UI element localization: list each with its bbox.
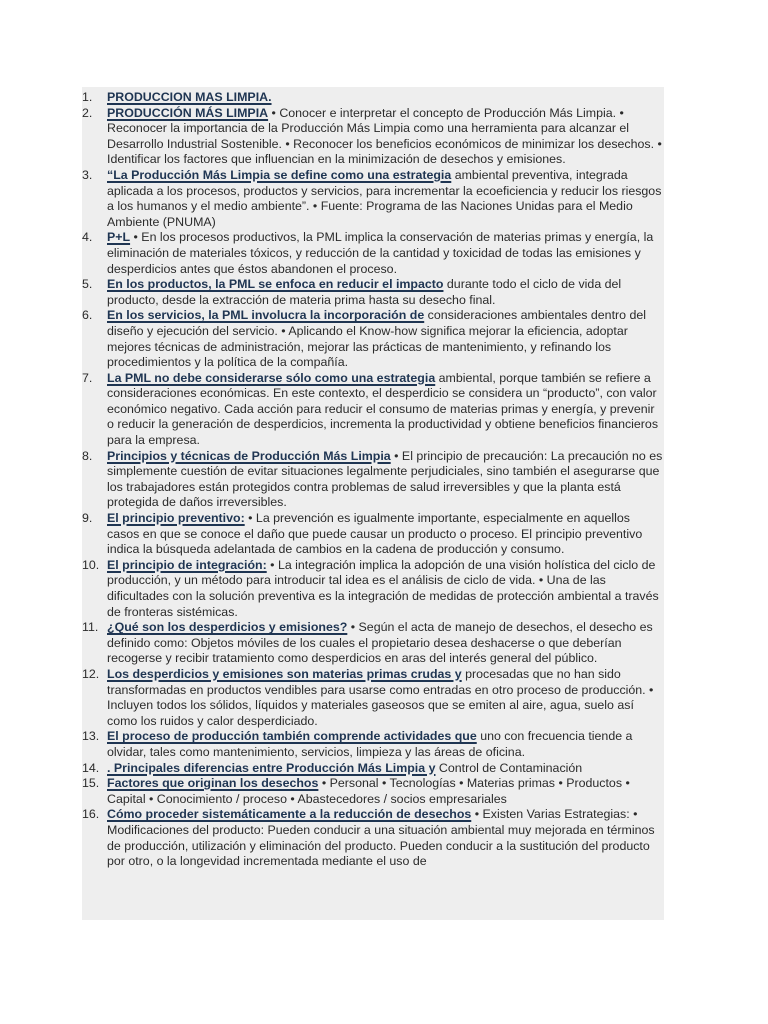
item-number: 4. xyxy=(82,230,93,245)
item-heading: Factores que originan los desechos xyxy=(107,776,319,791)
item-number: 3. xyxy=(82,167,93,182)
item-heading: El proceso de producción también comprende actividades que xyxy=(107,729,477,744)
list-item xyxy=(82,807,664,869)
list-item xyxy=(82,620,664,667)
item-heading: En los servicios, la PML involucra la incorporación de xyxy=(107,308,425,323)
list-item xyxy=(82,776,664,807)
list-item xyxy=(82,667,664,729)
item-text: Control de Contaminación xyxy=(435,760,583,775)
item-text: • En los procesos productivos, la PML implica la conservación de materias primas y energía, la eliminación de materiales tóxicos, y reducción de la cantidad y toxicidad de todas las emisiones y desperdicios antes que éstos abandonen el proceso. xyxy=(107,230,654,276)
numbered-list xyxy=(82,87,664,870)
item-text: uno con frecuencia tiende a olvidar, tales como mantenimiento, servicios, limpieza y las áreas de oficina. xyxy=(107,729,633,759)
list-item xyxy=(82,371,664,449)
item-heading: “La Producción Más Limpia se define como una estrategia xyxy=(107,167,452,182)
list-item xyxy=(82,449,664,511)
list-item xyxy=(82,308,664,370)
item-text: ambiental, porque también se refiere a consideraciones económicas. En este contexto, el desperdicio se considera un “producto”, con valor económico negativo. Cada acción para reducir el consumo de materias primas y energía, y prevenir o reducir la generación de desperdicios, incrementa la productividad y obtiene beneficios financieros para la empresa. xyxy=(107,370,659,448)
list-item xyxy=(82,761,664,777)
item-heading: Los desperdicios y emisiones son materias primas crudas y xyxy=(107,666,462,681)
item-heading: P+L xyxy=(107,230,131,245)
item-heading: . Principales diferencias entre Producción Más Limpia y xyxy=(107,760,436,775)
item-heading: Principios y técnicas de Producción Más Limpia xyxy=(107,448,391,463)
item-number: 13. xyxy=(82,729,100,744)
list-item xyxy=(82,277,664,308)
list-item xyxy=(82,230,664,277)
item-text: • Conocer e interpretar el concepto de Producción Más Limpia. • Reconocer la importancia de la Producción Más Limpia como una herramienta para alcanzar el Desarrollo Industrial Sostenible. • Reconocer los beneficios económicos de minimizar los desechos. • Identificar los factores que influencian en la minimización de desechos y emisiones. xyxy=(107,105,662,167)
list-item xyxy=(82,106,664,168)
item-heading: El principio preventivo: xyxy=(107,511,245,526)
item-number: 5. xyxy=(82,277,93,292)
item-text: procesadas que no han sido transformadas en productos vendibles para usarse como entradas en otro proceso de producción. • Incluyen todos los sólidos, líquidos y materiales gaseosos que se emiten al aire, agua, suelo así como los ruidos y calor desperdiciado. xyxy=(107,666,654,728)
item-text: durante todo el ciclo de vida del producto, desde la extracción de materia prima hasta su desecho final. xyxy=(107,277,622,307)
item-number: 12. xyxy=(82,666,100,681)
item-text: • Personal • Tecnologías • Materias primas • Productos • Capital • Conocimiento / proceso • Abastecedores / socios empresariales xyxy=(107,776,630,806)
item-text: consideraciones ambientales dentro del diseño y ejecución del servicio. • Aplicando el Know-how significa mejorar la eficiencia, adoptar mejores técnicas de administración, mejorar las prácticas de mantenimiento, y refinando los procedimientos y la política de la compañía. xyxy=(107,308,647,370)
item-number: 7. xyxy=(82,370,93,385)
item-heading: ¿Qué son los desperdicios y emisiones? xyxy=(107,620,348,635)
item-number: 16. xyxy=(82,807,100,822)
list-item xyxy=(82,511,664,558)
item-heading: El principio de integración: xyxy=(107,557,267,572)
item-text: • El principio de precaución: La precaución no es simplemente cuestión de evitar situaciones legalmente perjudiciales, sino también el asegurarse que los trabajadores están protegidos contra problemas de salud irreversibles y que la planta está protegida de daños irreversibles. xyxy=(107,448,663,510)
item-number: 11. xyxy=(82,620,99,635)
item-number: 9. xyxy=(82,511,93,526)
item-text: • La prevención es igualmente importante, especialmente en aquellos casos en que se conoce el daño que puede causar un producto o proceso. El principio preventivo indica la búsqueda adelantada de cambios en la cadena de producción y consumo. xyxy=(107,511,643,557)
item-number: 6. xyxy=(82,308,93,323)
item-heading: PRODUCCION MAS LIMPIA. xyxy=(107,90,272,104)
item-heading: Cómo proceder sistemáticamente a la reducción de desechos xyxy=(107,807,472,822)
item-text: • La integración implica la adopción de una visión holística del ciclo de producción, y un método para introducir tal idea es el análisis de ciclo de vida. • Una de las dificultades con la solución preventiva es la integración de medidas de protección ambiental a través de fronteras sistémicas. xyxy=(107,557,659,619)
item-number: 15. xyxy=(82,776,100,791)
item-heading: La PML no debe considerarse sólo como una estrategia xyxy=(107,370,436,385)
item-number: 14. xyxy=(82,760,100,775)
item-heading: En los productos, la PML se enfoca en reducir el impacto xyxy=(107,277,444,292)
item-number: 8. xyxy=(82,448,93,463)
item-text: • Existen Varias Estrategias: • Modificaciones del producto: Pueden conducir a una situación ambiental muy mejorada en términos de producción, utilización y eliminación del producto. Pueden conducir a la sustitución del producto por otro, o la longevidad incrementada mediante el uso de xyxy=(107,807,655,869)
list-item xyxy=(82,729,664,760)
document-page xyxy=(82,87,664,920)
item-text: • Según el acta de manejo de desechos, el desecho es definido como: Objetos móviles de los cuales el propietario desea deshacerse o que deberían recogerse y recibir tratamiento como desperdicios en aras del interés general del público. xyxy=(107,620,653,666)
item-number: 2. xyxy=(82,105,93,120)
list-item xyxy=(82,168,664,230)
item-number: 1. xyxy=(82,90,93,104)
item-text: ambiental preventiva, integrada aplicada a los procesos, productos y servicios, para incrementar la ecoeficiencia y reducir los riesgos a los humanos y el medio ambiente”. • Fuente: Programa de las Naciones Unidas para el Medio Ambiente (PNUMA) xyxy=(107,167,662,229)
list-item xyxy=(82,558,664,620)
item-number: 10. xyxy=(82,557,100,572)
item-heading: PRODUCCIÓN MÁS LIMPIA xyxy=(107,105,269,120)
list-item xyxy=(82,90,664,106)
